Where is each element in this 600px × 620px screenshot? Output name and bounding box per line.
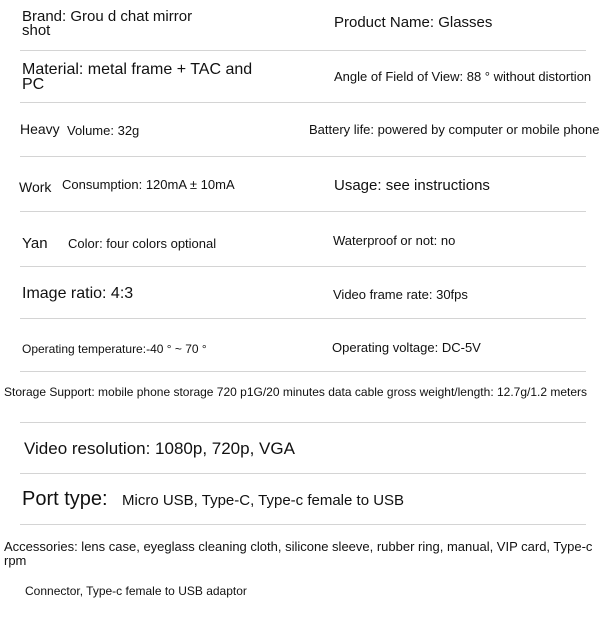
video-resolution: Video resolution: 1080p, 720p, VGA: [24, 439, 295, 458]
material-label-continued: PC: [22, 76, 45, 93]
accessories: Accessories: lens case, eyeglass cleaning cloth, silicone sleeve, rubber ring, manual, VIP card, Type-c rpm: [4, 539, 593, 568]
yan-word: Yan: [22, 235, 48, 252]
divider: [20, 318, 586, 319]
divider: [20, 473, 586, 474]
port-type-value: Micro USB, Type-C, Type-c female to USB: [122, 492, 405, 509]
material-label: Material: metal frame + TAC and: [22, 61, 253, 78]
product-name: Product Name: Glasses: [334, 14, 493, 31]
volume: Volume: 32g: [67, 123, 140, 138]
divider: [20, 102, 586, 103]
divider: [20, 266, 586, 267]
divider: [20, 156, 586, 157]
divider: [20, 50, 586, 51]
field-of-view: Angle of Field of View: 88 ° without distortion: [334, 69, 592, 84]
divider: [20, 422, 586, 423]
connector: Connector, Type-c female to USB adaptor: [25, 584, 247, 598]
port-type-label: Port type:: [22, 488, 108, 510]
operating-voltage: Operating voltage: DC-5V: [332, 340, 481, 355]
consumption: Consumption: 120mA ± 10mA: [62, 177, 235, 192]
image-ratio: Image ratio: 4:3: [22, 285, 134, 302]
usage: Usage: see instructions: [334, 177, 490, 194]
heavy-word: Heavy: [20, 121, 60, 137]
divider: [20, 371, 586, 372]
divider: [20, 211, 586, 212]
waterproof: Waterproof or not: no: [333, 233, 456, 248]
divider: [20, 524, 586, 525]
storage-support: Storage Support: mobile phone storage 720 p1G/20 minutes data cable gross weight/length: 12.7g/1.2 meters: [4, 385, 588, 399]
color: Color: four colors optional: [68, 236, 217, 251]
brand-label: Brand: Grou d chat mirror: [22, 8, 193, 25]
brand-label-continued: shot: [22, 22, 51, 39]
video-frame-rate: Video frame rate: 30fps: [333, 287, 468, 302]
operating-temperature: Operating temperature:-40 ° ~ 70 °: [22, 342, 207, 356]
work-word: Work: [19, 179, 52, 195]
battery-life: Battery life: powered by computer or mobile phone: [309, 122, 600, 137]
